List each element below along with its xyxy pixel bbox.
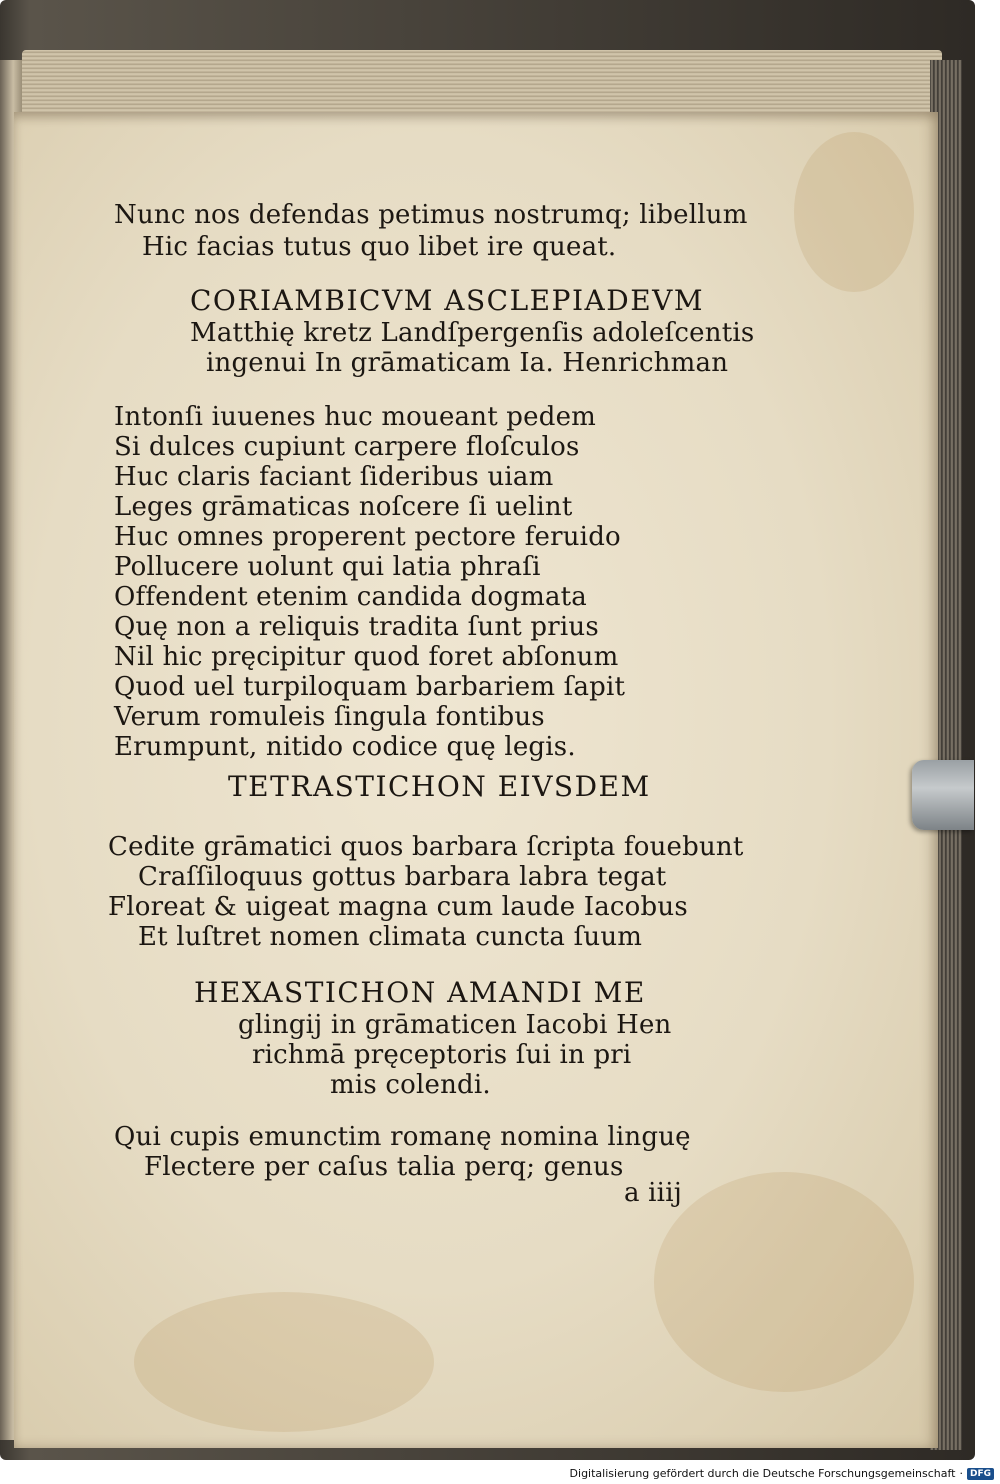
verse-line: Craſſiloquus gottus barbara labra tegat bbox=[138, 862, 667, 892]
verse-line: Leges grāmaticas noſcere ſi uelint bbox=[114, 492, 573, 522]
foxing-stain bbox=[654, 1172, 914, 1392]
dfg-logo-icon: DFG bbox=[967, 1468, 994, 1480]
verse-line: Si dulces cupiunt carpere floſculos bbox=[114, 432, 580, 462]
verse-line: Qui cupis emunctim romanę nomina linguę bbox=[114, 1122, 691, 1152]
text-line: Nunc nos defendas petimus nostrumq; libellum bbox=[114, 200, 748, 230]
verse-line: Huc omnes properent pectore feruido bbox=[114, 522, 621, 552]
book-page bbox=[14, 112, 938, 1448]
section-heading: CORIAMBICVM ASCLEPIADEVM bbox=[190, 284, 705, 317]
section-heading: TETRASTICHON EIVSDEM bbox=[228, 770, 651, 803]
section-heading: HEXASTICHON AMANDI ME bbox=[194, 976, 646, 1009]
verse-line: Cedite grāmatici quos barbara ſcripta fouebunt bbox=[108, 832, 744, 862]
verse-line: Quę non a reliquis tradita ſunt prius bbox=[114, 612, 599, 642]
verse-line: Verum romuleis ſingula fontibus bbox=[114, 702, 545, 732]
footer-separator: · bbox=[959, 1467, 963, 1480]
foxing-stain bbox=[794, 132, 914, 292]
verse-line: Flectere per caſus talia perq; genus bbox=[144, 1152, 624, 1182]
subheading-line: richmā pręceptoris ſui in pri bbox=[252, 1040, 632, 1070]
verse-line: Intonſi iuuenes huc moueant pedem bbox=[114, 402, 597, 432]
subheading-line: ingenui In grāmaticam Ia. Henrichman bbox=[206, 348, 729, 378]
verse-line: Floreat & uigeat magna cum laude Iacobus bbox=[108, 892, 688, 922]
bookmark-tab bbox=[912, 760, 974, 830]
verse-line: Nil hic pręcipitur quod foret abſonum bbox=[114, 642, 619, 672]
subheading-line: glingij in grāmaticen Iacobi Hen bbox=[238, 1010, 672, 1040]
page-edges-top bbox=[22, 50, 942, 120]
text-line: Hic facias tutus quo libet ire queat. bbox=[142, 232, 617, 262]
subheading-line: Matthię kretz Landſpergenſis adoleſcentis bbox=[190, 318, 755, 348]
signature-mark: a iiij bbox=[624, 1178, 682, 1208]
verse-line: Pollucere uolunt qui latia phraſi bbox=[114, 552, 541, 582]
footer bbox=[570, 1467, 994, 1480]
verse-line: Offendent etenim candida dogmata bbox=[114, 582, 588, 612]
subheading-line: mis colendi. bbox=[330, 1070, 491, 1100]
footer-text: Digitalisierung gefördert durch die Deutsche Forschungsgemeinschaft bbox=[569, 1467, 956, 1480]
foxing-stain bbox=[134, 1292, 434, 1432]
verse-line: Huc claris faciant ſideribus uiam bbox=[114, 462, 554, 492]
verse-line: Erumpunt, nitido codice quę legis. bbox=[114, 732, 576, 762]
verse-line: Et luſtret nomen climata cuncta ſuum bbox=[138, 922, 643, 952]
verse-line: Quod uel turpiloquam barbariem ſapit bbox=[114, 672, 626, 702]
